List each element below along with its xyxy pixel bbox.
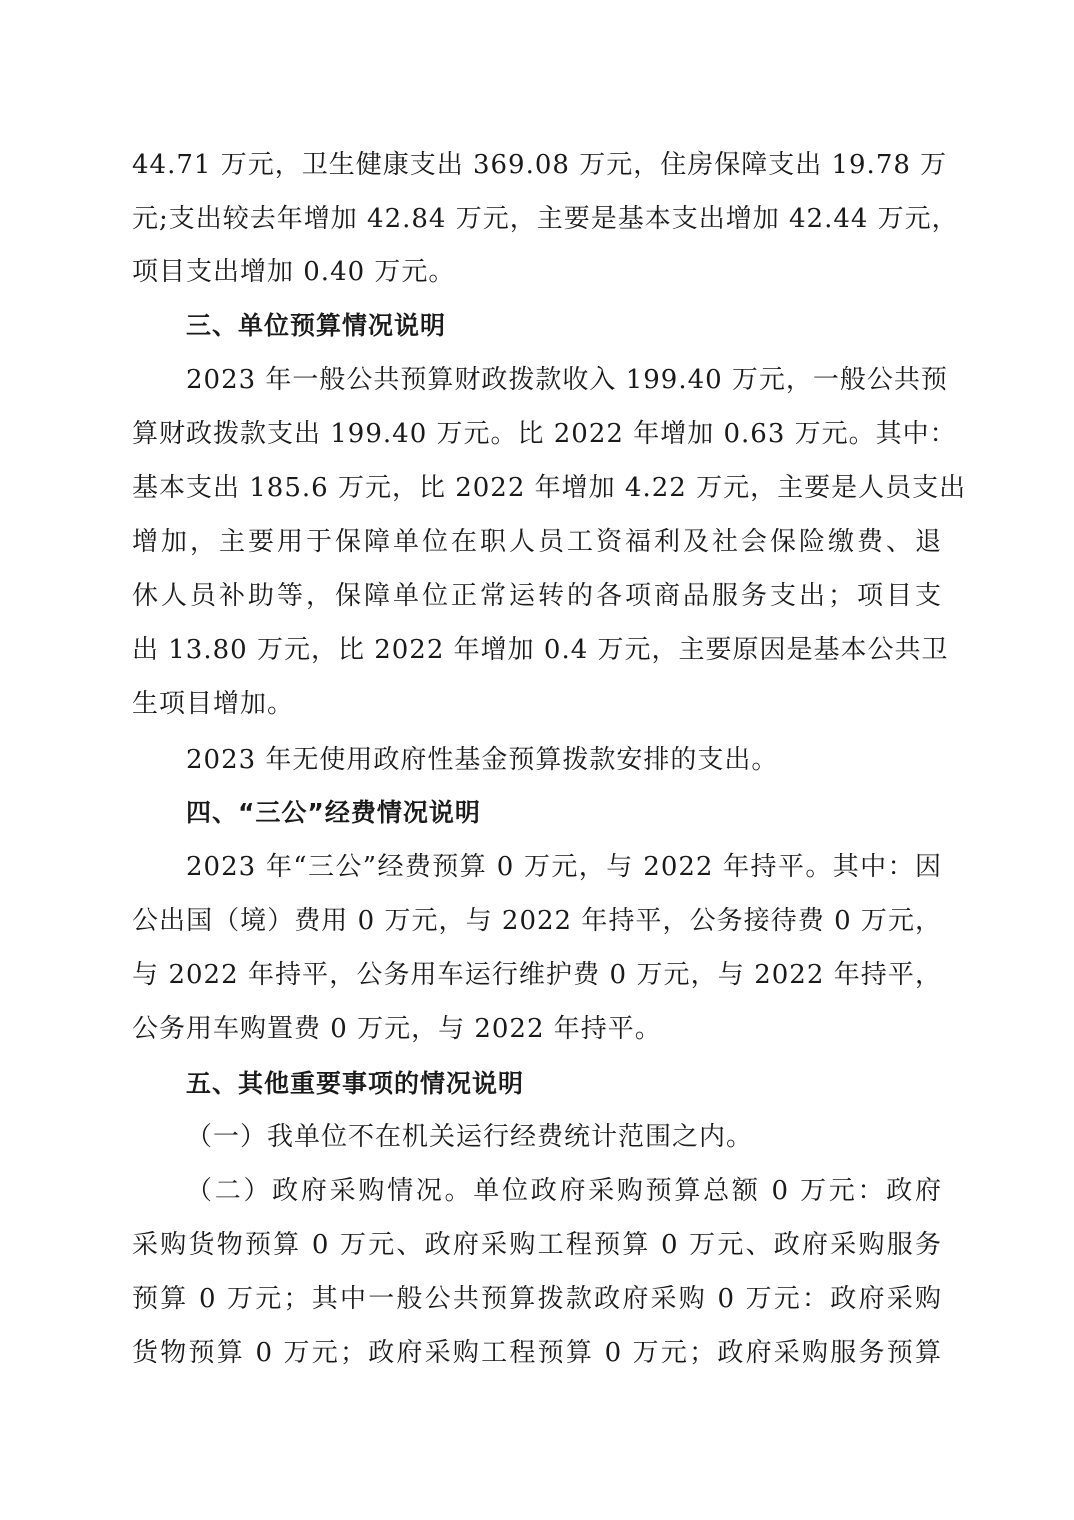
sub-item-2: （二）政府采购情况。单位政府采购预算总额 0 万元：政府 xyxy=(186,1176,942,1206)
body-line: 增加，主要用于保障单位在职人员工资福利及社会保险缴费、退 xyxy=(132,527,942,557)
section-heading-5: 五、其他重要事项的情况说明 xyxy=(186,1069,525,1098)
body-line: 2023 年一般公共预算财政拨款收入 199.40 万元，一般公共预 xyxy=(186,365,948,395)
section-heading-3: 三、单位预算情况说明 xyxy=(186,311,447,340)
body-line: 44.71 万元，卫生健康支出 369.08 万元，住房保障支出 19.78 万 xyxy=(132,150,948,180)
body-line: 基本支出 185.6 万元，比 2022 年增加 4.22 万元，主要是人员支出 xyxy=(132,473,967,503)
body-line: 公务用车购置费 0 万元，与 2022 年持平。 xyxy=(132,1014,662,1044)
body-line: 2023 年“三公”经费预算 0 万元，与 2022 年持平。其中：因 xyxy=(186,852,942,882)
section-heading-4: 四、“三公”经费情况说明 xyxy=(186,798,481,827)
body-line: 元;支出较去年增加 42.84 万元，主要是基本支出增加 42.44 万元， xyxy=(132,204,959,234)
body-line: 预算 0 万元；其中一般公共预算拨款政府采购 0 万元：政府采购 xyxy=(132,1284,942,1314)
body-line: 采购货物预算 0 万元、政府采购工程预算 0 万元、政府采购服务 xyxy=(132,1230,942,1260)
body-line: 货物预算 0 万元；政府采购工程预算 0 万元；政府采购服务预算 xyxy=(132,1338,942,1368)
body-line: 项目支出增加 0.40 万元。 xyxy=(132,257,456,287)
sub-item-1: （一）我单位不在机关运行经费统计范围之内。 xyxy=(186,1122,754,1152)
body-line: 出 13.80 万元，比 2022 年增加 0.4 万元，主要原因是基本公共卫 xyxy=(132,635,949,665)
body-line: 算财政拨款支出 199.40 万元。比 2022 年增加 0.63 万元。其中： xyxy=(132,419,957,449)
body-line: 与 2022 年持平，公务用车运行维护费 0 万元，与 2022 年持平， xyxy=(132,960,942,990)
body-line: 生项目增加。 xyxy=(132,689,295,719)
body-line: 公出国（境）费用 0 万元，与 2022 年持平，公务接待费 0 万元， xyxy=(132,906,942,936)
body-line: 2023 年无使用政府性基金预算拨款安排的支出。 xyxy=(186,745,779,775)
body-line: 休人员补助等，保障单位正常运转的各项商品服务支出；项目支 xyxy=(132,581,942,611)
